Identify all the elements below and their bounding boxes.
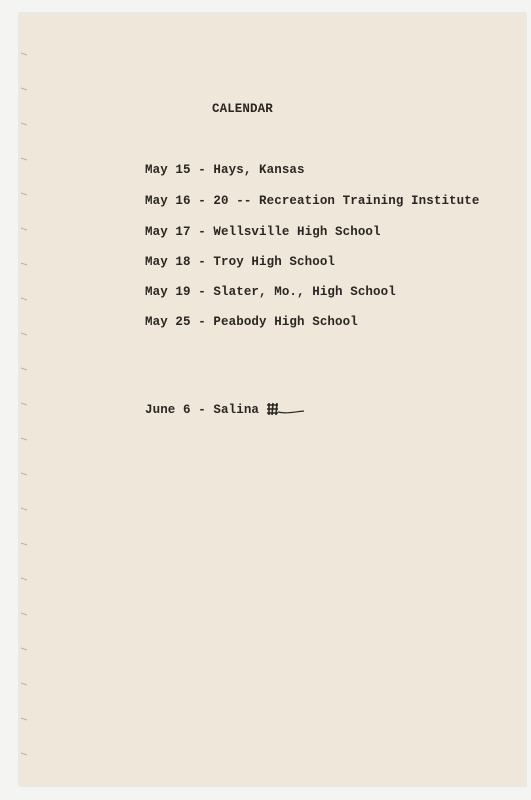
document-title: CALENDAR bbox=[212, 102, 273, 116]
calendar-entry: May 15 - Hays, Kansas bbox=[145, 163, 305, 177]
calendar-entry: May 16 - 20 -- Recreation Training Institute bbox=[145, 194, 480, 208]
paper-edge-marks bbox=[19, 13, 526, 786]
calendar-entry: May 19 - Slater, Mo., High School bbox=[145, 285, 396, 299]
calendar-entry: May 17 - Wellsville High School bbox=[145, 225, 381, 239]
calendar-entry: May 18 - Troy High School bbox=[145, 255, 336, 269]
calendar-entry: May 25 - Peabody High School bbox=[145, 315, 358, 329]
struck-out-mark bbox=[266, 402, 306, 416]
calendar-entry-june: June 6 - Salina bbox=[145, 403, 260, 417]
paper-sheet bbox=[19, 13, 526, 786]
